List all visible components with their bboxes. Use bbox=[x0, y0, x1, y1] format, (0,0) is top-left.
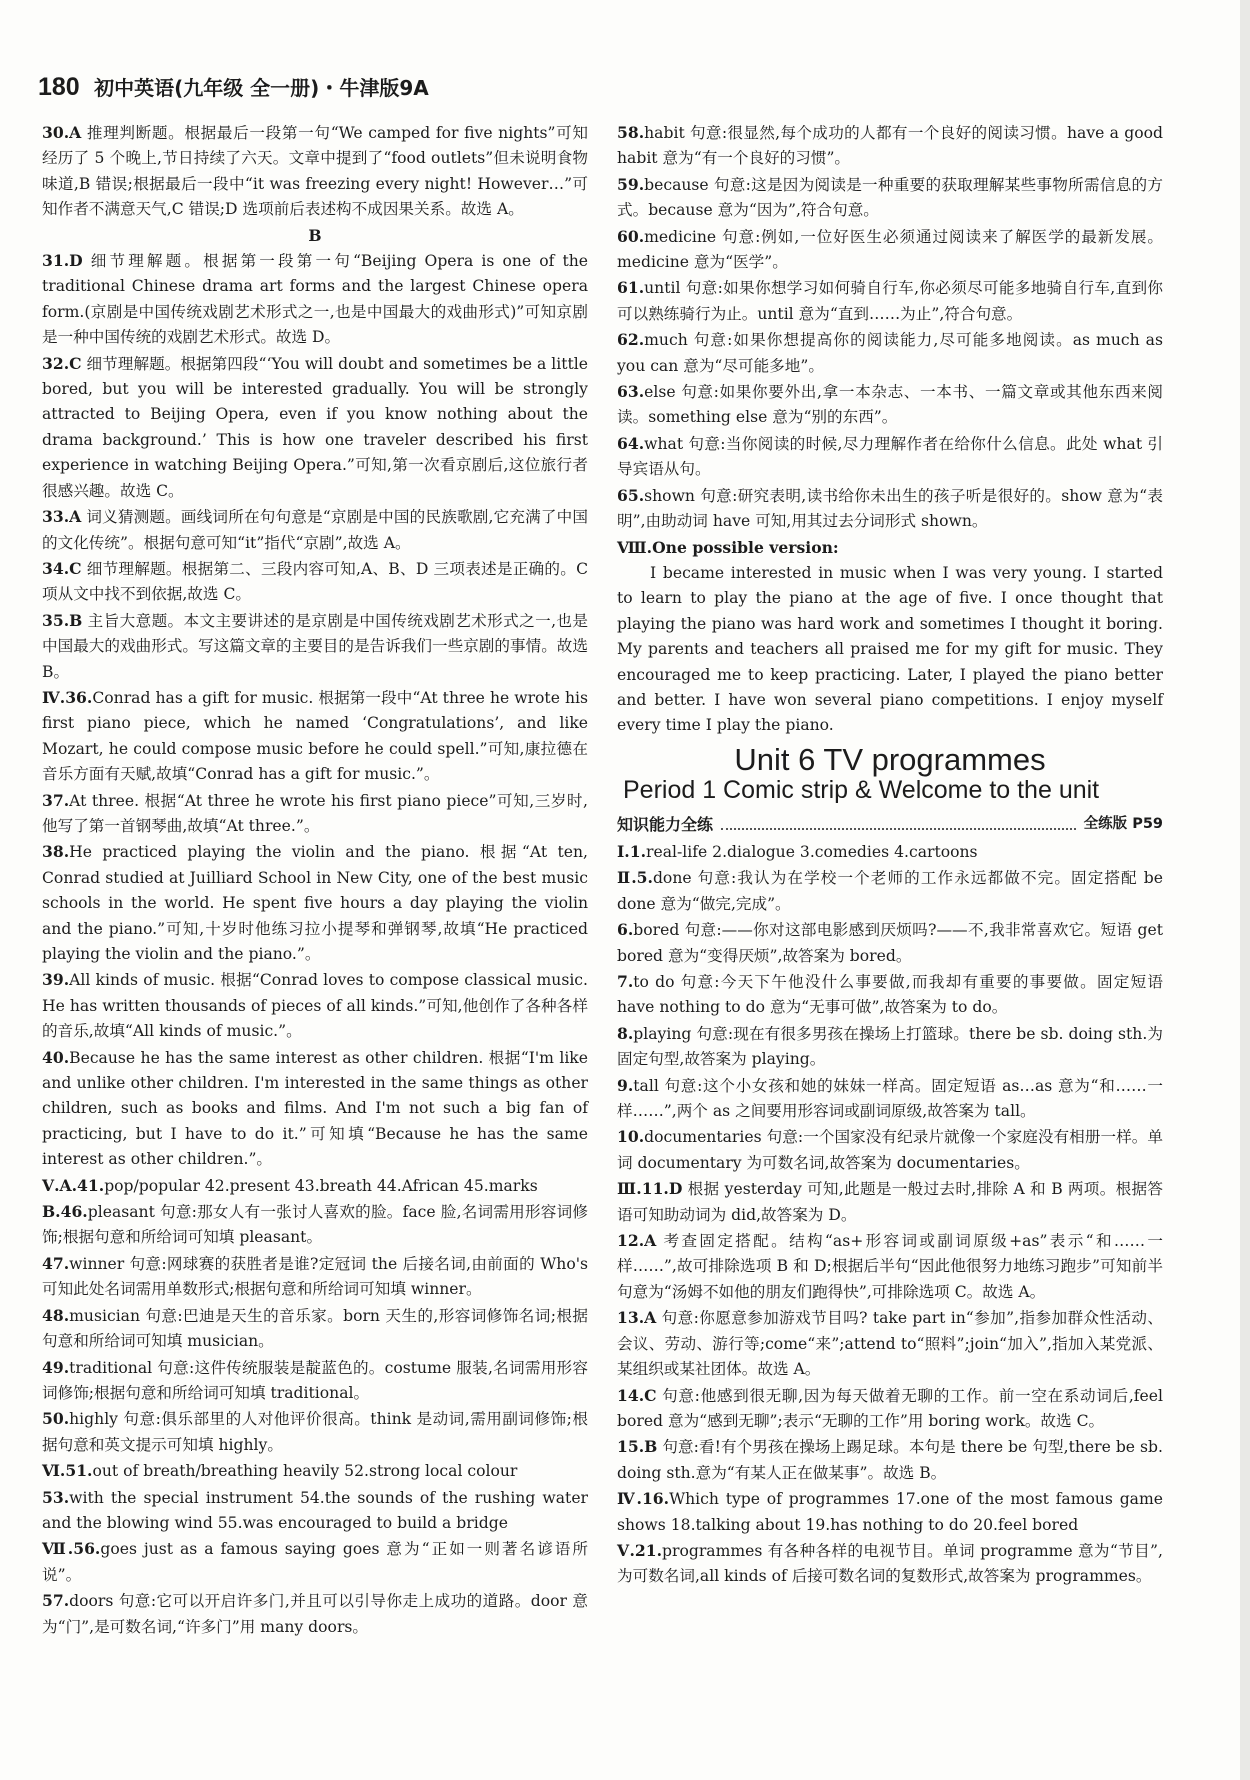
answer-item bbox=[617, 275, 1163, 327]
answer-item bbox=[42, 608, 588, 685]
answer-text: documentaries 句意:一个国家没有纪录片就像一个家庭没有相册一样。单词 documentary 为可数名词,故答案为 documentaries。 bbox=[617, 1128, 1163, 1172]
answer-text: with the special instrument 54.the sounds of the rushing water and the blowing wind 55.was encouraged to build a bridge bbox=[42, 1488, 588, 1532]
answer-text: highly 句意:俱乐部里的人对他评价很高。think 是动词,需用副词修饰;根据句意和英文提示可知填 highly。 bbox=[42, 1410, 588, 1454]
answer-number: 38. bbox=[42, 842, 70, 862]
answer-item bbox=[617, 327, 1163, 379]
answer-item bbox=[42, 504, 588, 556]
answer-item bbox=[42, 685, 588, 788]
answer-item bbox=[42, 120, 588, 223]
answer-number: B bbox=[308, 225, 322, 245]
answer-number: 15.B bbox=[617, 1437, 658, 1457]
answer-number: 6. bbox=[617, 920, 634, 940]
answer-item bbox=[617, 839, 1163, 865]
answer-text: 推理判断题。根据最后一段第一句“We camped for five nights”可知经历了 5 个晚上,节日持续了六天。文章中提到了“food outlets”但未说明食物味道,B 错误;根据最后一段中“it was freezing every night! However…”可知作者不满意天气,C 错误;D 选项前后表述构不成因果关系。故选 A。 bbox=[42, 124, 588, 219]
page-gutter bbox=[1240, 0, 1250, 1780]
answer-text: shown 句意:研究表明,读书给你未出生的孩子听是很好的。show 意为“表明”,由助动词 have 可知,用其过去分词形式 shown。 bbox=[617, 486, 1163, 531]
answer-text: done 句意:我认为在学校一个老师的工作永远都做不完。固定搭配 be done 意为“做完,完成”。 bbox=[617, 869, 1163, 913]
answer-item bbox=[617, 483, 1163, 535]
answer-text: much 句意:如果你想提高你的阅读能力,尽可能多地阅读。as much as you can 意为“尽可能多地”。 bbox=[617, 331, 1163, 375]
answer-item bbox=[617, 969, 1163, 1021]
answer-number: 58. bbox=[617, 123, 645, 142]
answer-text: programmes 有各种各样的电视节目。单词 programme 意为“节目”,为可数名词,all kinds of 后接可数名词的复数形式,故答案为 programmes。 bbox=[617, 1541, 1163, 1586]
answer-item bbox=[42, 1458, 588, 1484]
answer-item bbox=[42, 1355, 588, 1407]
answer-text: else 句意:如果你要外出,拿一本杂志、一本书、一篇文章或其他东西来阅读。something else 意为“别的东西”。 bbox=[617, 383, 1163, 427]
answer-number: 30.A bbox=[42, 123, 82, 142]
answer-number: 53. bbox=[42, 1487, 70, 1507]
unit-title: Unit 6 TV programmes bbox=[734, 741, 1046, 777]
right-answer-column bbox=[617, 120, 1163, 1590]
answer-text: traditional 句意:这件传统服装是靛蓝色的。costume 服装,名词需用形容词修饰;根据句意和所给词可知填 traditional。 bbox=[42, 1358, 588, 1402]
unit6-answer-list bbox=[617, 839, 1163, 1590]
answer-item bbox=[42, 1536, 588, 1588]
answer-number: 37. bbox=[42, 790, 70, 810]
answer-number: 9. bbox=[617, 1075, 634, 1095]
answer-number: 64. bbox=[617, 433, 645, 453]
answer-number: 50. bbox=[42, 1409, 70, 1429]
answer-text: because 句意:这是因为阅读是一种重要的获取理解某些事物所需信息的方式。because 意为“因为”,符合句意。 bbox=[617, 175, 1163, 220]
left-answer-column bbox=[42, 120, 588, 1640]
answer-item bbox=[617, 535, 1163, 561]
answer-number: 33.A bbox=[42, 507, 82, 527]
answer-item bbox=[42, 967, 588, 1044]
section-title: 知识能力全练 bbox=[617, 814, 714, 834]
answer-number: Ⅵ.51. bbox=[42, 1461, 93, 1481]
answer-number: 8. bbox=[617, 1023, 634, 1043]
answer-text: All kinds of music. 根据“Conrad loves to compose classical music. He has written thousands of pieces of all kinds.”可知,他创作了各种各样的音乐,故填“All kinds of music.”。 bbox=[42, 971, 588, 1041]
answer-number: 34.C bbox=[42, 558, 82, 578]
answer-text: Conrad has a gift for music. 根据第一段中“At three he wrote his first piano piece, which he named ‘Congratulations’, and like Mozart, he could compose music before he could spell.”可知,康拉德在音乐方面有天赋,故填“Conrad has a gift for music.”。 bbox=[42, 688, 588, 784]
answer-text: 根据 yesterday 可知,此题是一般过去时,排除 A 和 B 两项。根据答语可知助动词为 did,故答案为 D。 bbox=[617, 1180, 1163, 1224]
answer-number: 14.C bbox=[617, 1385, 657, 1405]
answer-item bbox=[617, 865, 1163, 917]
answer-text: medicine 句意:例如,一位好医生必须通过阅读来了解医学的最新发展。medicine 意为“医学”。 bbox=[617, 227, 1163, 272]
answer-number: 62. bbox=[617, 330, 645, 350]
answer-number: 60. bbox=[617, 226, 645, 246]
answer-text: One possible version: bbox=[652, 537, 839, 557]
answer-item bbox=[42, 223, 588, 248]
answer-number: Ⅳ.36. bbox=[42, 687, 93, 707]
answer-number: 31.D bbox=[42, 251, 83, 271]
answer-text: 考查固定搭配。结构“as+形容词或副词原级+as”表示“和……一样……”,故可排除选项 B 和 D;根据后半句“因此他很努力地练习跑步”可知前半句意为“汤姆不如他的朋友们跑得快”,可排除选项 C。故选 A。 bbox=[617, 1232, 1163, 1301]
answer-number: 48. bbox=[42, 1305, 70, 1325]
answer-number: 57. bbox=[42, 1591, 70, 1611]
answer-text: 句意:你愿意参加游戏节目吗? take part in“参加”,指参加群众性活动、会议、劳动、游行等;come“来”;attend to“照料”;join“加入”,指加入某党派、某组织或某社团体。故选 A。 bbox=[617, 1309, 1163, 1379]
answer-text: to do 句意:今天下午他没什么事要做,而我却有重要的事要做。固定短语 have nothing to do 意为“无事可做”,故答案为 to do。 bbox=[617, 973, 1163, 1017]
answer-item bbox=[617, 1538, 1163, 1590]
answer-text: winner 句意:网球赛的获胜者是谁?定冠词 the 后接名词,由前面的 Who's 可知此处名词需用单数形式;根据句意和所给词可知填 winner。 bbox=[42, 1254, 588, 1299]
answer-item bbox=[42, 351, 588, 504]
answer-text: habit 句意:很显然,每个成功的人都有一个良好的阅读习惯。have a good habit 意为“有一个良好的习惯”。 bbox=[617, 124, 1163, 168]
section-leader-dots bbox=[721, 818, 1076, 830]
answer-text: Because he has the same interest as other children. 根据“I'm like and unlike other children. I'm interested in the same things as other children, such as books and films. And I'm not such a big fan of practicing, but I have to do it.”可知填“Because he has the same interest as other children.”。 bbox=[42, 1048, 588, 1169]
answer-text: until 句意:如果你想学习如何骑自行车,你必须尽可能多地骑自行车,直到你可以熟练骑行为止。until 意为“直到……为止”,符合句意。 bbox=[617, 279, 1163, 323]
answer-number: 39. bbox=[42, 970, 70, 990]
answer-number: 7. bbox=[617, 972, 634, 991]
answer-number: Ⅲ.11.D bbox=[617, 1179, 683, 1199]
answer-item bbox=[42, 556, 588, 608]
answer-text: pop/popular 42.present 43.breath 44.African 45.marks bbox=[104, 1176, 538, 1195]
answer-item bbox=[617, 561, 1163, 739]
answer-text: doors 句意:它可以开启许多门,并且可以引导你走上成功的道路。door 意为“门”,是可数名词,“许多门”用 many doors。 bbox=[42, 1592, 588, 1636]
answer-item bbox=[42, 1485, 588, 1537]
section-edition: 全练版 P59 bbox=[1083, 815, 1163, 832]
right-answer-list bbox=[617, 120, 1163, 739]
answer-number: 63. bbox=[617, 382, 645, 402]
answer-text: pleasant 句意:那女人有一张讨人喜欢的脸。face 脸,名词需用形容词修饰;根据句意和所给词可知填 pleasant。 bbox=[42, 1203, 588, 1247]
answer-item bbox=[42, 788, 588, 840]
answer-number: 49. bbox=[42, 1357, 70, 1377]
answer-number: 40. bbox=[42, 1047, 70, 1067]
answer-number: 59. bbox=[617, 174, 645, 194]
section-header bbox=[617, 812, 1163, 837]
answer-text: 句意:看!有个男孩在操场上踢足球。本句是 there be 句型,there be sb. doing sth.意为“有某人正在做某事”。故选 B。 bbox=[617, 1438, 1163, 1482]
answer-text: goes just as a famous saying goes 意为“正如一则著名谚语所说”。 bbox=[42, 1540, 588, 1584]
answer-number: 13.A bbox=[617, 1308, 657, 1328]
answer-text: I became interested in music when I was very young. I started to learn to play the piano at the age of five. I once thought that playing the piano was hard work and sometimes I thought it boring. My parents and teachers all praised me for my gift for music. They encouraged me to keep practicing. Later, I played the piano better and better. I have won several piano competitions. I enjoy myself every time I play the piano. bbox=[617, 563, 1163, 735]
answer-number: 35.B bbox=[42, 610, 83, 630]
answer-number: Ⅴ.21. bbox=[617, 1540, 663, 1560]
answer-item bbox=[42, 1588, 588, 1640]
answer-item bbox=[42, 1251, 588, 1303]
page-number: 180 bbox=[38, 73, 80, 101]
answer-item bbox=[617, 1228, 1163, 1305]
answer-number: B.46. bbox=[42, 1202, 88, 1222]
answer-number: Ⅰ.1. bbox=[617, 841, 647, 861]
answer-number: 65. bbox=[617, 485, 645, 505]
answer-number: 32.C bbox=[42, 353, 82, 373]
answer-item bbox=[42, 1045, 588, 1173]
answer-number: Ⅷ. bbox=[617, 537, 653, 557]
answer-item bbox=[617, 431, 1163, 483]
answer-item bbox=[617, 1124, 1163, 1176]
answer-text: playing 句意:现在有很多男孩在操场上打篮球。there be sb. doing sth.为固定句型,故答案为 playing。 bbox=[617, 1024, 1163, 1069]
answer-text: 词义猜测题。画线词所在句句意是“京剧是中国的民族歌剧,它充满了中国的文化传统”。根据句意可知“it”指代“京剧”,故选 A。 bbox=[42, 508, 588, 552]
answer-text: 细节理解题。根据第二、三段内容可知,A、B、D 三项表述是正确的。C 项从文中找不到依据,故选 C。 bbox=[42, 559, 588, 604]
answer-item bbox=[617, 224, 1163, 276]
answer-text: real-life 2.dialogue 3.comedies 4.cartoons bbox=[646, 842, 978, 861]
answer-item bbox=[617, 1434, 1163, 1486]
answer-item bbox=[617, 1305, 1163, 1382]
answer-number: Ⅶ.56. bbox=[42, 1539, 101, 1559]
answer-item bbox=[42, 1173, 588, 1199]
answer-item bbox=[617, 1021, 1163, 1073]
answer-number: 61. bbox=[617, 278, 645, 298]
book-title: 初中英语(九年级 全一册)・牛津版9A bbox=[94, 76, 429, 100]
answer-text: tall 句意:这个小女孩和她的妹妹一样高。固定短语 as…as 意为“和……一样……”,两个 as 之间要用形容词或副词原级,故答案为 tall。 bbox=[617, 1076, 1163, 1121]
answer-item bbox=[42, 1303, 588, 1355]
answer-item bbox=[42, 248, 588, 351]
answer-text: musician 句意:巴迪是天生的音乐家。born 天生的,形容词修饰名词;根据句意和所给词可知填 musician。 bbox=[42, 1306, 588, 1351]
answer-number: 12.A bbox=[617, 1231, 657, 1251]
answer-item bbox=[617, 172, 1163, 224]
answer-text: 细节理解题。根据第一段第一句“Beijing Opera is one of the traditional Chinese drama art forms and the largest Chinese opera form.(京剧是中国传统戏剧艺术形式之一,也是中国最大的戏曲形式)”可知京剧是一种中国传统的戏剧艺术形式。故选 D。 bbox=[42, 252, 588, 347]
answer-text: 句意:他感到很无聊,因为每天做着无聊的工作。前一空在系动词后,feel bored 意为“感到无聊”;表示“无聊的工作”用 boring work。故选 C。 bbox=[617, 1386, 1163, 1430]
page-header bbox=[38, 72, 429, 102]
answer-number: Ⅴ.A.41. bbox=[42, 1175, 105, 1195]
answer-item bbox=[42, 1406, 588, 1458]
answer-item bbox=[617, 917, 1163, 969]
answer-item bbox=[617, 1486, 1163, 1538]
answer-number: Ⅱ.5. bbox=[617, 868, 653, 888]
answer-text: what 句意:当你阅读的时候,尽力理解作者在给你什么信息。此处 what 引导宾语从句。 bbox=[617, 434, 1163, 479]
answer-number: 10. bbox=[617, 1127, 645, 1147]
answer-item bbox=[617, 1383, 1163, 1435]
answer-item bbox=[617, 1176, 1163, 1228]
answer-text: out of breath/breathing heavily 52.strong local colour bbox=[92, 1462, 518, 1481]
answer-item bbox=[42, 839, 588, 967]
answer-text: bored 句意:——你对这部电影感到厌烦吗?——不,我非常喜欢它。短语 get bored 意为“变得厌烦”,故答案为 bored。 bbox=[617, 921, 1163, 965]
answer-text: 主旨大意题。本文主要讲述的是京剧是中国传统戏剧艺术形式之一,也是中国最大的戏曲形式。写这篇文章的主要目的是告诉我们一些京剧的事情。故选 B。 bbox=[42, 611, 588, 681]
answer-text: 细节理解题。根据第四段“‘You will doubt and sometimes be a little bored, but you will be interested gradually. You will be strongly attracted to Beijing Opera, even if you know nothing about the drama background.’ This is how one traveler described his first experience in watching Beijing Opera.”可知,第一次看京剧后,这位旅行者很感兴趣。故选 C。 bbox=[42, 354, 588, 500]
answer-number: Ⅳ.16. bbox=[617, 1489, 670, 1509]
answer-text: He practiced playing the violin and the piano. 根据“At ten, Conrad studied at Juilliard School in New City, one of the best music schools in the world. He spent five hours a day playing the violin and the piano.”可知,十岁时他练习拉小提琴和弹钢琴,故填“He practiced playing the violin and the piano.”。 bbox=[42, 843, 588, 963]
answer-item bbox=[617, 1073, 1163, 1125]
answer-text: Which type of programmes 17.one of the most famous game shows 18.talking about 19.has nothing to do 20.feel bored bbox=[617, 1490, 1163, 1534]
period-title: Period 1 Comic strip & Welcome to the unit bbox=[623, 776, 1100, 805]
answer-item bbox=[42, 1199, 588, 1251]
answer-number: 47. bbox=[42, 1253, 70, 1273]
answer-item bbox=[617, 379, 1163, 431]
answer-item bbox=[617, 120, 1163, 172]
answer-text: At three. 根据“At three he wrote his first piano piece”可知,三岁时,他写了第一首钢琴曲,故填“At three.”。 bbox=[42, 791, 588, 835]
